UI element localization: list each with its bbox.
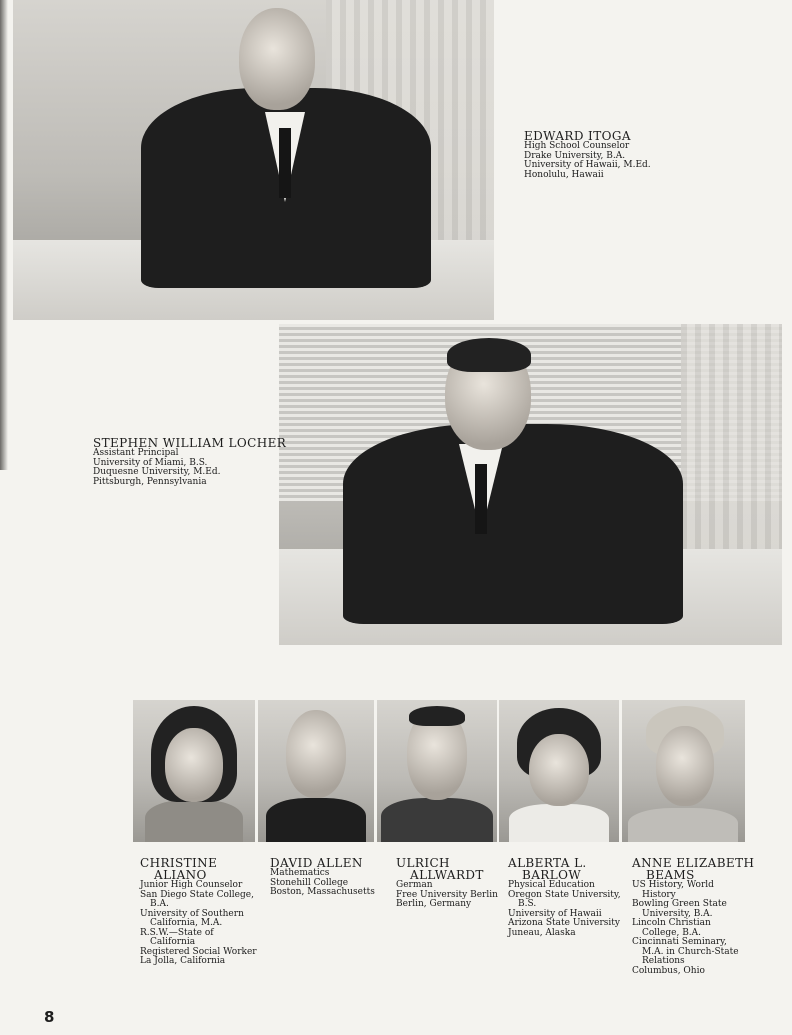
caption-name: ALIANO	[154, 868, 207, 882]
caption-stephen-locher	[93, 437, 286, 487]
caption-edward-itoga	[524, 130, 651, 180]
caption-ulrich-allwardt	[396, 857, 498, 910]
head	[239, 8, 315, 110]
caption-line: Juneau, Alaska	[508, 927, 576, 938]
caption-line: B.S.	[518, 899, 537, 909]
caption-line: California	[150, 937, 196, 947]
caption-line: University of Hawaii, M.Ed.	[524, 160, 651, 170]
caption-name: ANNE ELIZABETH	[632, 856, 755, 870]
caption-name: EDWARD ITOGA	[524, 129, 631, 143]
caption-christine-aliano	[140, 857, 257, 967]
dress	[628, 808, 738, 842]
caption-line: Boston, Massachusetts	[270, 887, 375, 897]
caption-name: STEPHEN WILLIAM LOCHER	[93, 436, 287, 450]
caption-line: University of Hawaii	[508, 908, 602, 919]
portrait-ulrich-allwardt	[377, 700, 497, 842]
hair	[447, 338, 531, 372]
tie	[279, 128, 291, 198]
caption-line: Oregon State University,	[508, 889, 621, 900]
caption-name: ALLWARDT	[410, 868, 484, 882]
caption-name: BEAMS	[646, 868, 695, 882]
head	[165, 728, 223, 802]
caption-anne-beams	[632, 857, 754, 976]
caption-name: ALBERTA L.	[508, 856, 587, 870]
caption-david-allen	[270, 857, 375, 898]
caption-line: Registered Social Worker	[140, 946, 257, 957]
caption-line: University of Southern	[140, 908, 244, 919]
caption-line: California, M.A.	[150, 918, 223, 928]
caption-line: Free University Berlin	[396, 889, 498, 900]
tie	[475, 464, 487, 534]
caption-name: DAVID ALLEN	[270, 856, 363, 870]
caption-line: M.A. in Church-State	[642, 946, 739, 957]
caption-line: Berlin, Germany	[396, 899, 472, 909]
caption-line: College, B.A.	[642, 927, 702, 938]
caption-line: Arizona State University	[508, 918, 620, 928]
portrait-anne-beams	[622, 700, 745, 842]
portrait-david-allen	[258, 700, 374, 842]
caption-line: Bowling Green State	[632, 899, 727, 909]
suit	[381, 798, 493, 842]
caption-line: University of Miami, B.S.	[93, 457, 208, 468]
suit	[343, 424, 683, 624]
caption-line: Lincoln Christian	[632, 918, 711, 928]
portrait-alberta-barlow	[499, 700, 619, 842]
caption-line: Pittsburgh, Pennsylvania	[93, 476, 207, 487]
caption-line: Physical Education	[508, 880, 595, 890]
caption-name: CHRISTINE	[140, 856, 218, 870]
caption-line: Stonehill College	[270, 877, 349, 888]
binding-shadow	[0, 0, 8, 470]
caption-line: Columbus, Ohio	[632, 965, 705, 976]
caption-line: Mathematics	[270, 868, 330, 878]
caption-line: B.A.	[150, 899, 169, 909]
caption-line: Assistant Principal	[93, 448, 179, 458]
caption-line: La Jolla, California	[140, 956, 226, 966]
caption-line: Duquesne University, M.Ed.	[93, 467, 221, 477]
portrait-christine-aliano	[133, 700, 255, 842]
caption-name: BARLOW	[522, 868, 582, 882]
head	[656, 726, 714, 806]
page-number: 8	[44, 1008, 55, 1026]
caption-line: History	[642, 889, 676, 900]
photo-edward-itoga	[13, 0, 494, 320]
caption-line: German	[396, 880, 433, 890]
dress	[509, 804, 609, 842]
dress	[145, 800, 243, 842]
photo-stephen-locher	[279, 324, 782, 645]
caption-line: Honolulu, Hawaii	[524, 169, 604, 180]
caption-name: ULRICH	[396, 856, 450, 870]
caption-alberta-barlow	[508, 857, 621, 938]
caption-line: University, B.A.	[642, 908, 713, 919]
caption-line: R.S.W.—State of	[140, 927, 214, 938]
caption-line: US History, World	[632, 880, 714, 890]
caption-line: Junior High Counselor	[140, 880, 243, 890]
head	[286, 710, 346, 798]
suit	[266, 798, 366, 842]
caption-line: High School Counselor	[524, 141, 630, 151]
caption-line: Cincinnati Seminary,	[632, 937, 727, 947]
hair	[409, 706, 465, 726]
caption-line: Drake University, B.A.	[524, 150, 626, 161]
head	[529, 734, 589, 806]
caption-line: San Diego State College,	[140, 889, 254, 900]
caption-line: Relations	[642, 956, 685, 966]
